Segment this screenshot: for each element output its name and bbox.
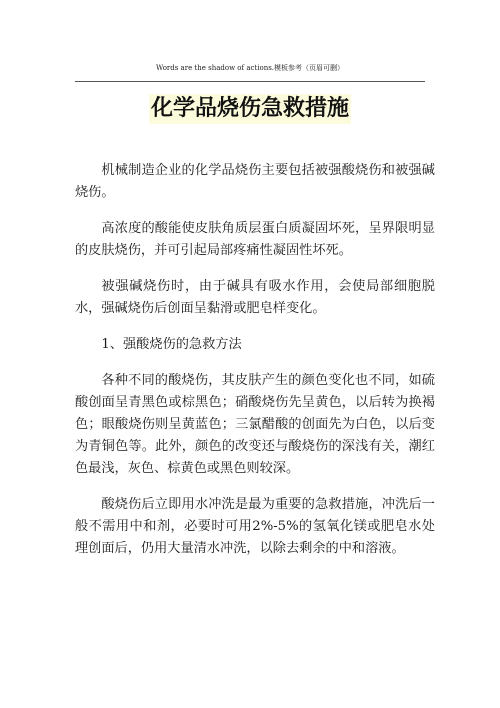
paragraph-acid-effect: 高浓度的酸能使皮肤角质层蛋白质凝固坏死，呈界限明显的皮肤烧伤，并可引起局部疼痛性凝固性坏死。: [75, 221, 435, 258]
paragraph-acid-colors: 各种不同的酸烧伤，其皮肤产生的颜色变化也不同，如硫酸创面呈青黑色或棕黑色；硝酸烧伤先呈黄色，以后转为换褐色；眼酸烧伤则呈黄蓝色；三氯醋酸的创面先为白色，以后变为青铜色等。此外，颜色的改变还与酸烧伤的深浅有关，潮红色最浅，灰色、棕黄色或黑色则较深。: [75, 373, 435, 476]
document-title: 化学品烧伤急救措施: [149, 94, 351, 124]
section-heading-acid-first-aid: 1、强酸烧伤的急救方法: [101, 337, 242, 352]
paragraph-acid-treatment: 酸烧伤后立即用水冲洗是最为重要的急救措施，冲洗后一般不需用中和剂，必要时可用2%-5%的氢氧化镁或肥皂水处理创面后，仍用大量清水冲洗，以除去剩余的中和溶液。: [75, 497, 435, 556]
document-body: [75, 160, 435, 560]
header-divider: [75, 81, 425, 82]
paragraph-alkali-effect: 被强碱烧伤时，由于碱具有吸水作用，会使局部细胞脱水，强碱烧伤后创面呈黏滑或肥皂样变化。: [75, 279, 435, 316]
title-container: [0, 94, 500, 124]
paragraph-intro: 机械制造企业的化学品烧伤主要包括被强酸烧伤和被强碱烧伤。: [75, 163, 435, 200]
page-header: Words are the shadow of actions.模板参考（页眉可删）: [155, 64, 345, 72]
